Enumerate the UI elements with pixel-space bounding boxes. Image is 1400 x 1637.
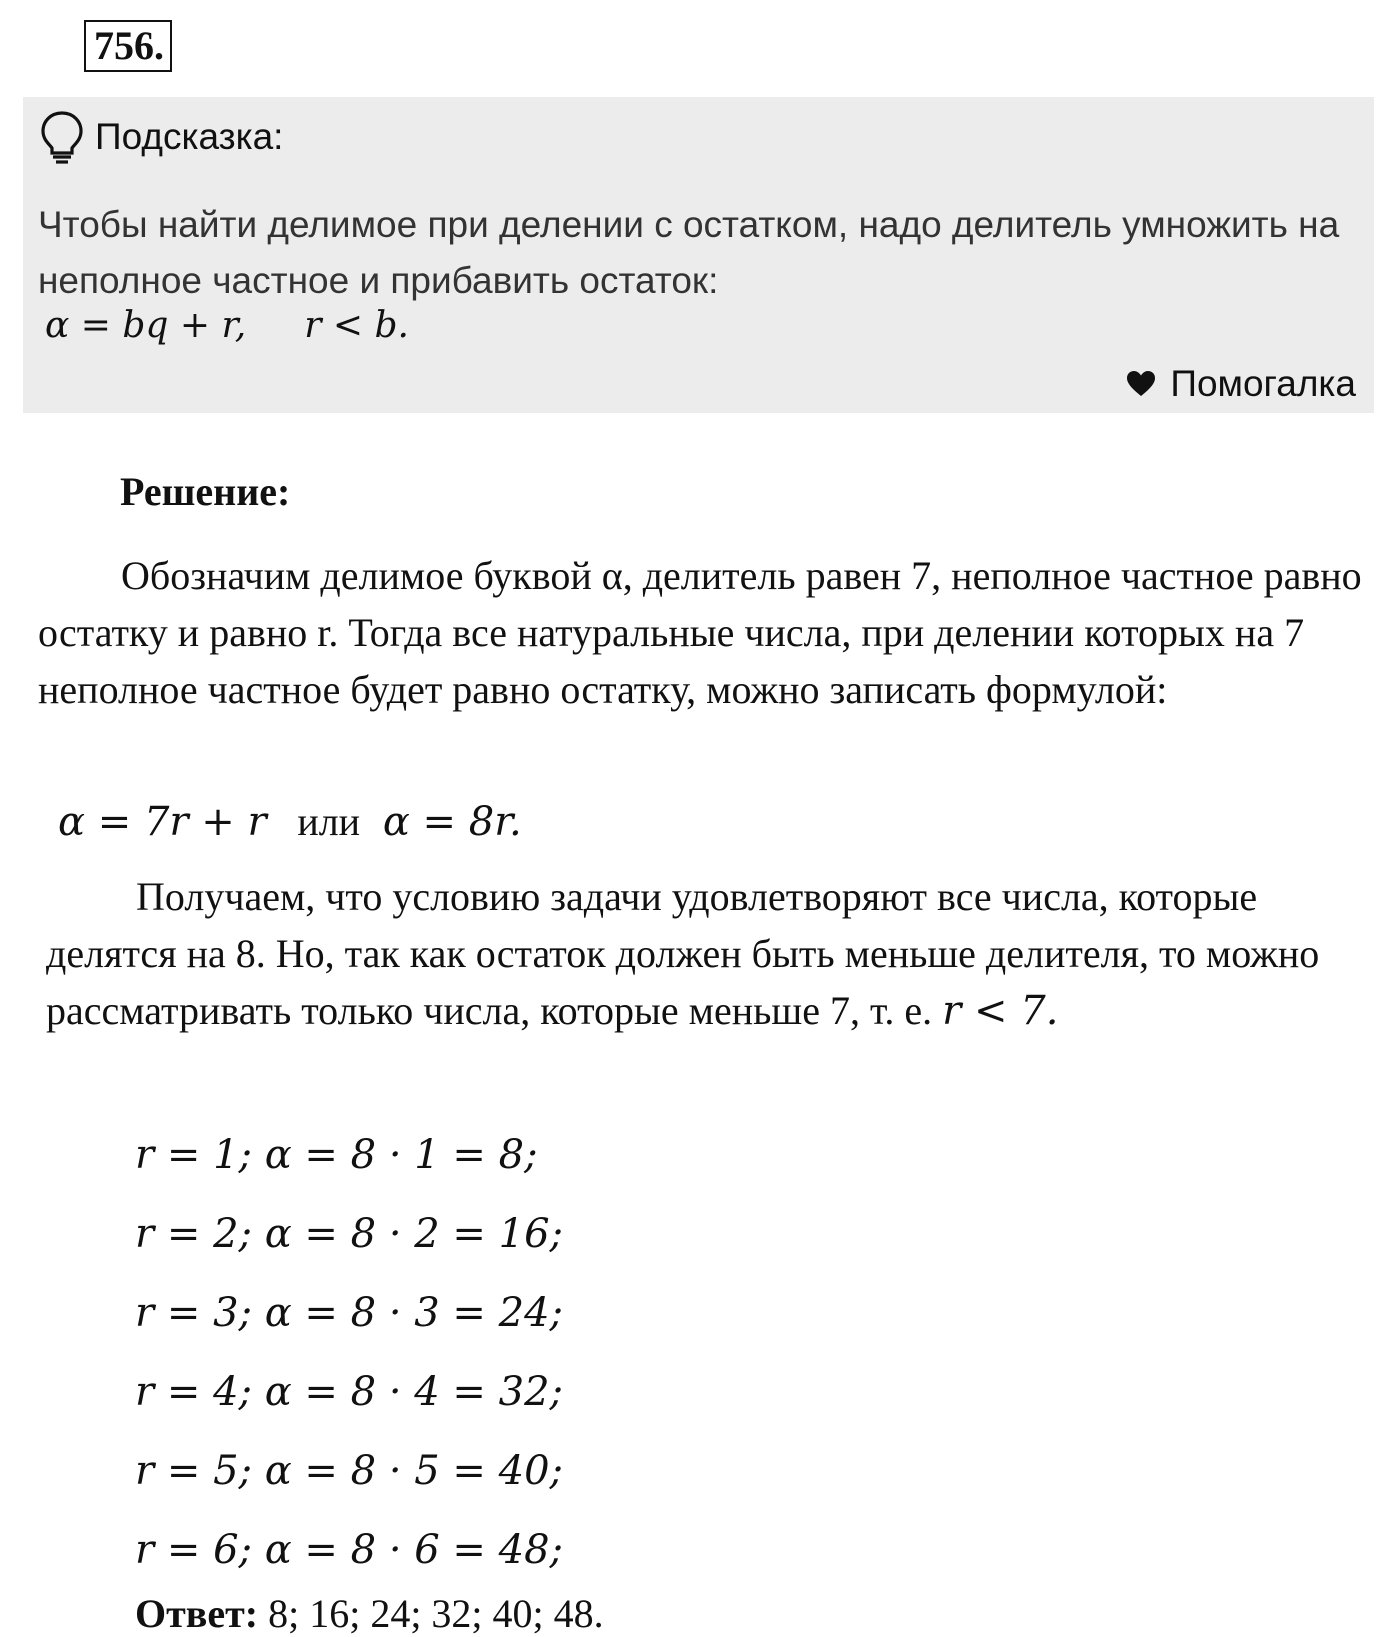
- paragraph-2-text: Получаем, что условию задачи удовлетворяют все числа, которые делятся на 8. Но, так как остаток должен быть меньше делителя, то можно рассматривать только числа, которые меньше 7, т. е.: [46, 874, 1320, 1033]
- calculation-row: r = 1; α = 8 · 1 = 8;: [135, 1132, 538, 1178]
- solution-paragraph-1: Обозначим делимое буквой α, делитель равен 7, неполное частное равно остатку и равно r. Тогда все натуральные числа, при делении которых на 7 неполное частное будет равно остатку, можно записать формулой:: [38, 553, 1362, 712]
- calculation-row: r = 4; α = 8 · 4 = 32;: [135, 1369, 564, 1415]
- answer-value: 8; 16; 24; 32; 40; 48.: [268, 1591, 604, 1636]
- solution-title: Решение:: [120, 469, 291, 514]
- formula-connector: или: [297, 799, 361, 844]
- calculation-row: r = 2; α = 8 · 2 = 16;: [135, 1211, 564, 1257]
- hint-title: Подсказка:: [95, 116, 284, 157]
- hint-formula-condition: r < b.: [304, 305, 409, 346]
- calculation-row: r = 5; α = 8 · 5 = 40;: [135, 1448, 564, 1494]
- calculation-row: r = 3; α = 8 · 3 = 24;: [135, 1290, 564, 1336]
- credit-label: Помогалка: [1170, 363, 1356, 404]
- solution-paragraph-2: [46, 868, 1366, 1040]
- formula-left: α = 7r + r: [58, 799, 267, 845]
- hint-text: Чтобы найти делимое при делении с остатком, надо делитель умножить на неполное частное и прибавить остаток:: [38, 204, 1340, 301]
- calculation-list: [135, 1125, 563, 1599]
- calculation-row: r = 6; α = 8 · 6 = 48;: [135, 1527, 564, 1573]
- formula-right: α = 8r.: [382, 799, 522, 845]
- paragraph-2-math: r < 7.: [942, 988, 1059, 1034]
- answer-label: Ответ:: [135, 1591, 259, 1636]
- task-number: 756.: [84, 20, 172, 72]
- formula-line: [58, 798, 522, 845]
- hint-formula-main: α = bq + r,: [45, 305, 247, 346]
- answer: [135, 1590, 604, 1637]
